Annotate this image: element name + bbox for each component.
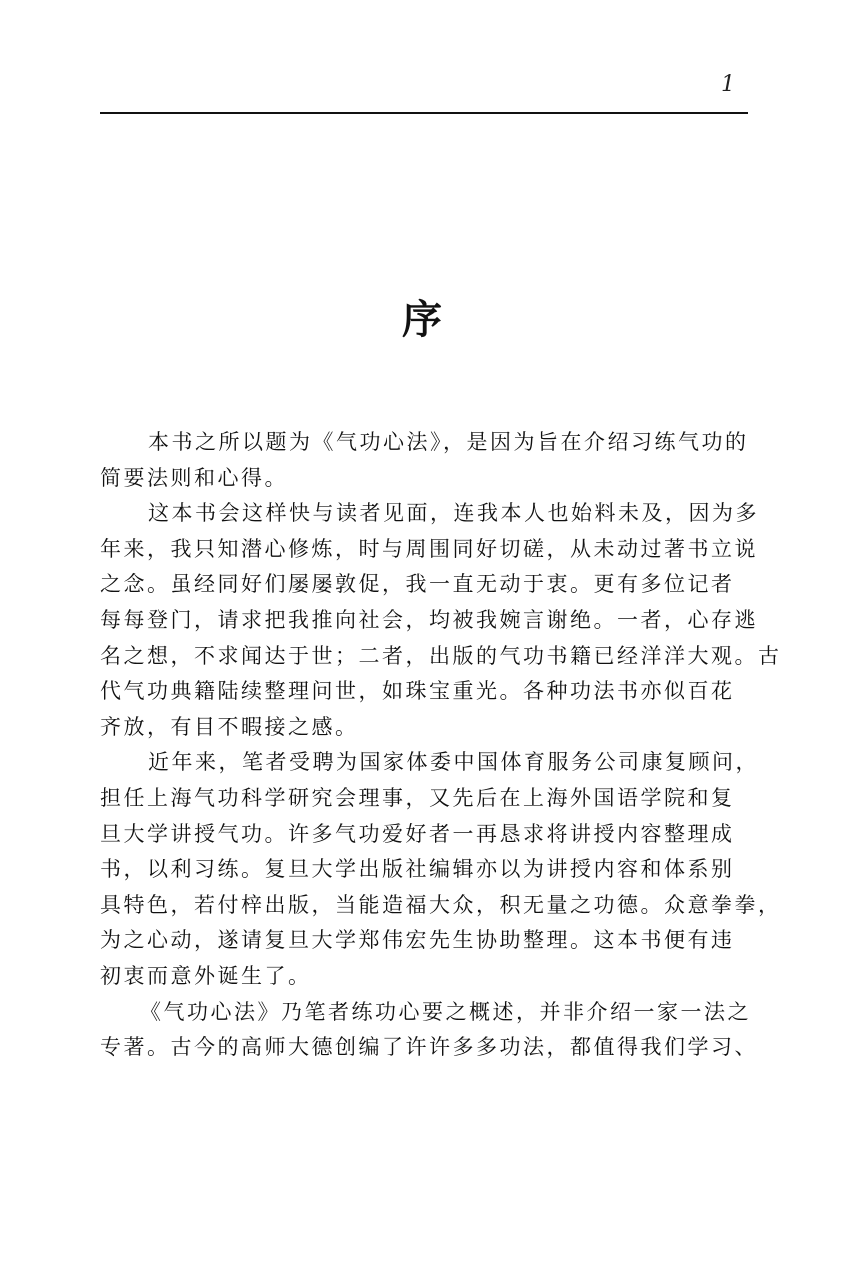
text-line: 这本书会这样快与读者见面，连我本人也始料未及，因为多 [148, 501, 759, 526]
text-line: 代气功典籍陆续整理问世，如珠宝重光。各种功法书亦似百花 [100, 679, 735, 704]
chapter-title: 序 [402, 296, 442, 343]
text-line: 齐放，有目不暇接之感。 [100, 714, 359, 739]
text-line: 本书之所以题为《气功心法》，是因为旨在介绍习练气功的 [148, 430, 749, 454]
text-line: 初衷而意外诞生了。 [100, 963, 312, 988]
text-line: 年来，我只知潜心修炼，时与周围同好切磋，从未动过著书立说 [100, 536, 758, 561]
text-line: 书，以利习练。复旦大学出版社编辑亦以为讲授内容和体系别 [100, 857, 735, 882]
header-rule [100, 112, 748, 114]
text-line: 为之心动，遂请复旦大学郑伟宏先生协助整理。这本书便有违 [100, 928, 735, 953]
text-line: 旦大学讲授气功。许多气功爱好者一再恳求将讲授内容整理成 [100, 821, 735, 846]
text-line: 简要法则和心得。 [100, 465, 288, 490]
page-number: 1 [721, 72, 735, 97]
text-line: 近年来，笔者受聘为国家体委中国体育服务公司康复顾问， [148, 750, 759, 775]
text-line: 之念。虽经同好们屡屡敦促，我一直无动于衷。更有多位记者 [100, 572, 735, 597]
text-line: 每每登门，请求把我推向社会，均被我婉言谢绝。一者，心存逃 [100, 607, 758, 632]
text-line: 担任上海气功科学研究会理事，又先后在上海外国语学院和复 [100, 785, 735, 810]
body-text [100, 425, 782, 1066]
text-line: 名之想，不求闻达于世；二者，出版的气功书籍已经洋洋大观。古 [100, 643, 782, 668]
text-line: 《气功心法》乃笔者练功心要之概述，并非介绍一家一法之 [140, 999, 751, 1024]
text-line: 专著。古今的高师大德创编了许许多多功法，都值得我们学习、 [100, 1035, 758, 1060]
text-line: 具特色，若付梓出版，当能造福大众，积无量之功德。众意拳拳， [100, 892, 782, 917]
